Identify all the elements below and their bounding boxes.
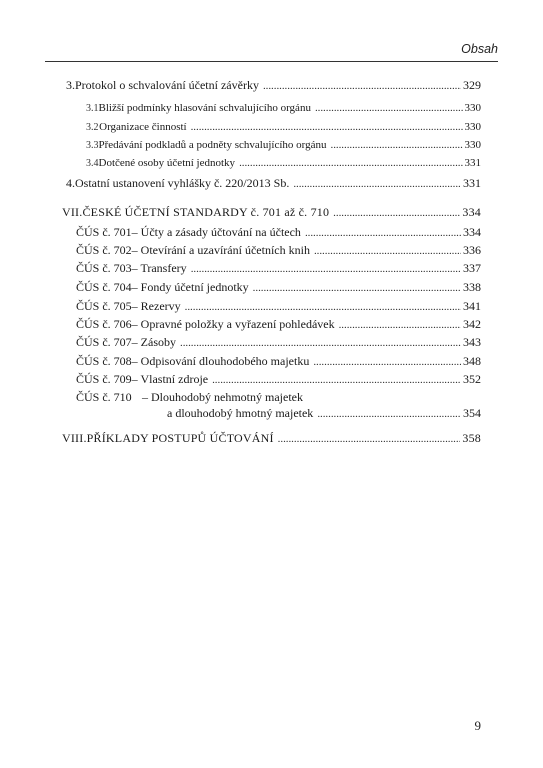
toc-entry-label: PŘÍKLADY POSTUPŮ ÚČTOVÁNÍ [86,431,274,445]
toc-entry-page: 331 [464,157,481,169]
toc-entry-3-3[interactable] [86,138,481,153]
leader-dots [180,335,461,350]
toc-entry-page: 330 [464,102,481,114]
toc-entry-page: 343 [463,335,481,349]
toc-entry-page: 352 [463,372,481,386]
toc-entry-vii[interactable] [62,205,481,220]
leader-dots [191,261,461,276]
toc-entry-label: – Transfery [131,261,187,275]
toc-entry-label: – Dlouhodobý nehmotný majetek [142,390,303,404]
toc-entry-page: 334 [463,225,481,239]
toc-entry-cus-706[interactable] [76,317,481,332]
leader-dots [313,354,461,369]
toc-entry-page: 338 [463,280,481,294]
toc-entry-label: – Fondy účetní jednotky [131,280,249,294]
toc-entry-label: – Odpisování dlouhodobého majetku [131,354,310,368]
toc-entry-number: VIII. [62,431,87,445]
toc-entry-number: 4. [66,176,75,190]
leader-dots [185,299,461,314]
toc-entry-label: Bližší podmínky hlasování schvalujícího orgánu [98,102,311,114]
toc-entry-cus-705[interactable] [76,299,481,314]
toc-entry-3-2[interactable] [86,120,481,135]
toc-entry-number: 3.4 [86,158,99,169]
toc-entry-number: ČÚS č. 708 [76,354,132,368]
toc-entry-cus-704[interactable] [76,280,481,295]
toc-entry-cus-710-line1[interactable] [76,390,481,404]
toc-entry-cus-707[interactable] [76,335,481,350]
page-number: 9 [474,718,481,733]
toc-entry-label: – Otevírání a uzavírání účetních knih [131,243,310,257]
toc-entry-number: ČÚS č. 706 [76,317,132,331]
toc-entry-page: 336 [463,243,481,257]
toc-entry-number: 3.3 [86,140,99,151]
toc-entry-number: ČÚS č. 704 [76,280,132,294]
leader-dots [293,176,461,191]
toc-entry-label: Ostatní ustanovení vyhlášky č. 220/2013 Sb. [75,176,290,190]
leader-dots [317,406,461,421]
toc-entry-page: 330 [464,121,481,133]
toc-entry-3-4[interactable] [86,156,481,171]
toc-entry-number: ČÚS č. 705 [76,299,132,313]
running-header-title: Obsah [461,42,498,56]
toc-entry-page: 348 [463,354,481,368]
toc-entry-label-continuation: a dlouhodobý hmotný majetek [167,406,314,420]
toc-entry-cus-703[interactable] [76,261,481,276]
toc-entry-cus-710-line2[interactable] [167,406,481,421]
toc-entry-number: VII. [62,205,83,219]
toc-entry-label: – Zásoby [131,335,176,349]
leader-dots [212,372,461,387]
toc-entry-page: 337 [463,261,481,275]
toc-entry-number: ČÚS č. 703 [76,261,132,275]
toc-entry-4[interactable] [66,176,481,191]
header-rule [45,61,498,62]
leader-dots [278,431,461,446]
leader-dots [239,156,462,170]
toc-entry-label: ČESKÉ ÚČETNÍ STANDARDY č. 701 až č. 710 [82,205,330,219]
toc-entry-page: 342 [463,317,481,331]
leader-dots [305,225,461,240]
toc-entry-3[interactable] [66,78,481,93]
toc-entry-page: 358 [462,431,481,445]
toc-entry-number: ČÚS č. 710 [76,390,132,404]
leader-dots [314,243,461,258]
toc-entry-label: Předávání podkladů a podněty schvalujícího orgánu [98,139,327,151]
toc-entry-label: Dotčené osoby účetní jednotky [98,157,236,169]
toc-entry-cus-708[interactable] [76,354,481,369]
toc-entry-viii[interactable] [62,431,481,446]
toc-entry-number: 3. [66,78,75,92]
toc-entry-page: 354 [463,406,481,420]
toc-entry-page: 341 [463,299,481,313]
leader-dots [339,317,461,332]
toc-entry-label: – Rezervy [131,299,181,313]
toc-entry-number: 3.2 [86,122,99,133]
leader-dots [253,280,461,295]
leader-dots [315,101,463,115]
toc-entry-cus-709[interactable] [76,372,481,387]
toc-entry-number: ČÚS č. 707 [76,335,132,349]
toc-entry-page: 329 [463,78,481,92]
toc-entry-number: ČÚS č. 702 [76,243,132,257]
toc-entry-label: – Vlastní zdroje [131,372,209,386]
toc-entry-page: 330 [464,139,481,151]
toc-entry-label: Protokol o schvalování účetní závěrky [75,78,259,92]
leader-dots [331,138,463,152]
toc-entry-label: Organizace činností [99,121,187,133]
toc-entry-cus-701[interactable] [76,225,481,240]
leader-dots [333,205,460,220]
leader-dots [191,120,463,134]
toc-entry-number: 3.1 [86,103,99,114]
toc-entry-page: 334 [462,205,481,219]
toc-entry-cus-702[interactable] [76,243,481,258]
toc-entry-label: – Opravné položky a vyřazení pohledávek [131,317,335,331]
toc-entry-page: 331 [463,176,481,190]
leader-dots [263,78,461,93]
toc-entry-label: – Účty a zásady účtování na účtech [131,225,301,239]
toc-entry-number: ČÚS č. 701 [76,225,132,239]
toc-entry-3-1[interactable] [86,101,481,116]
toc-entry-number: ČÚS č. 709 [76,372,132,386]
